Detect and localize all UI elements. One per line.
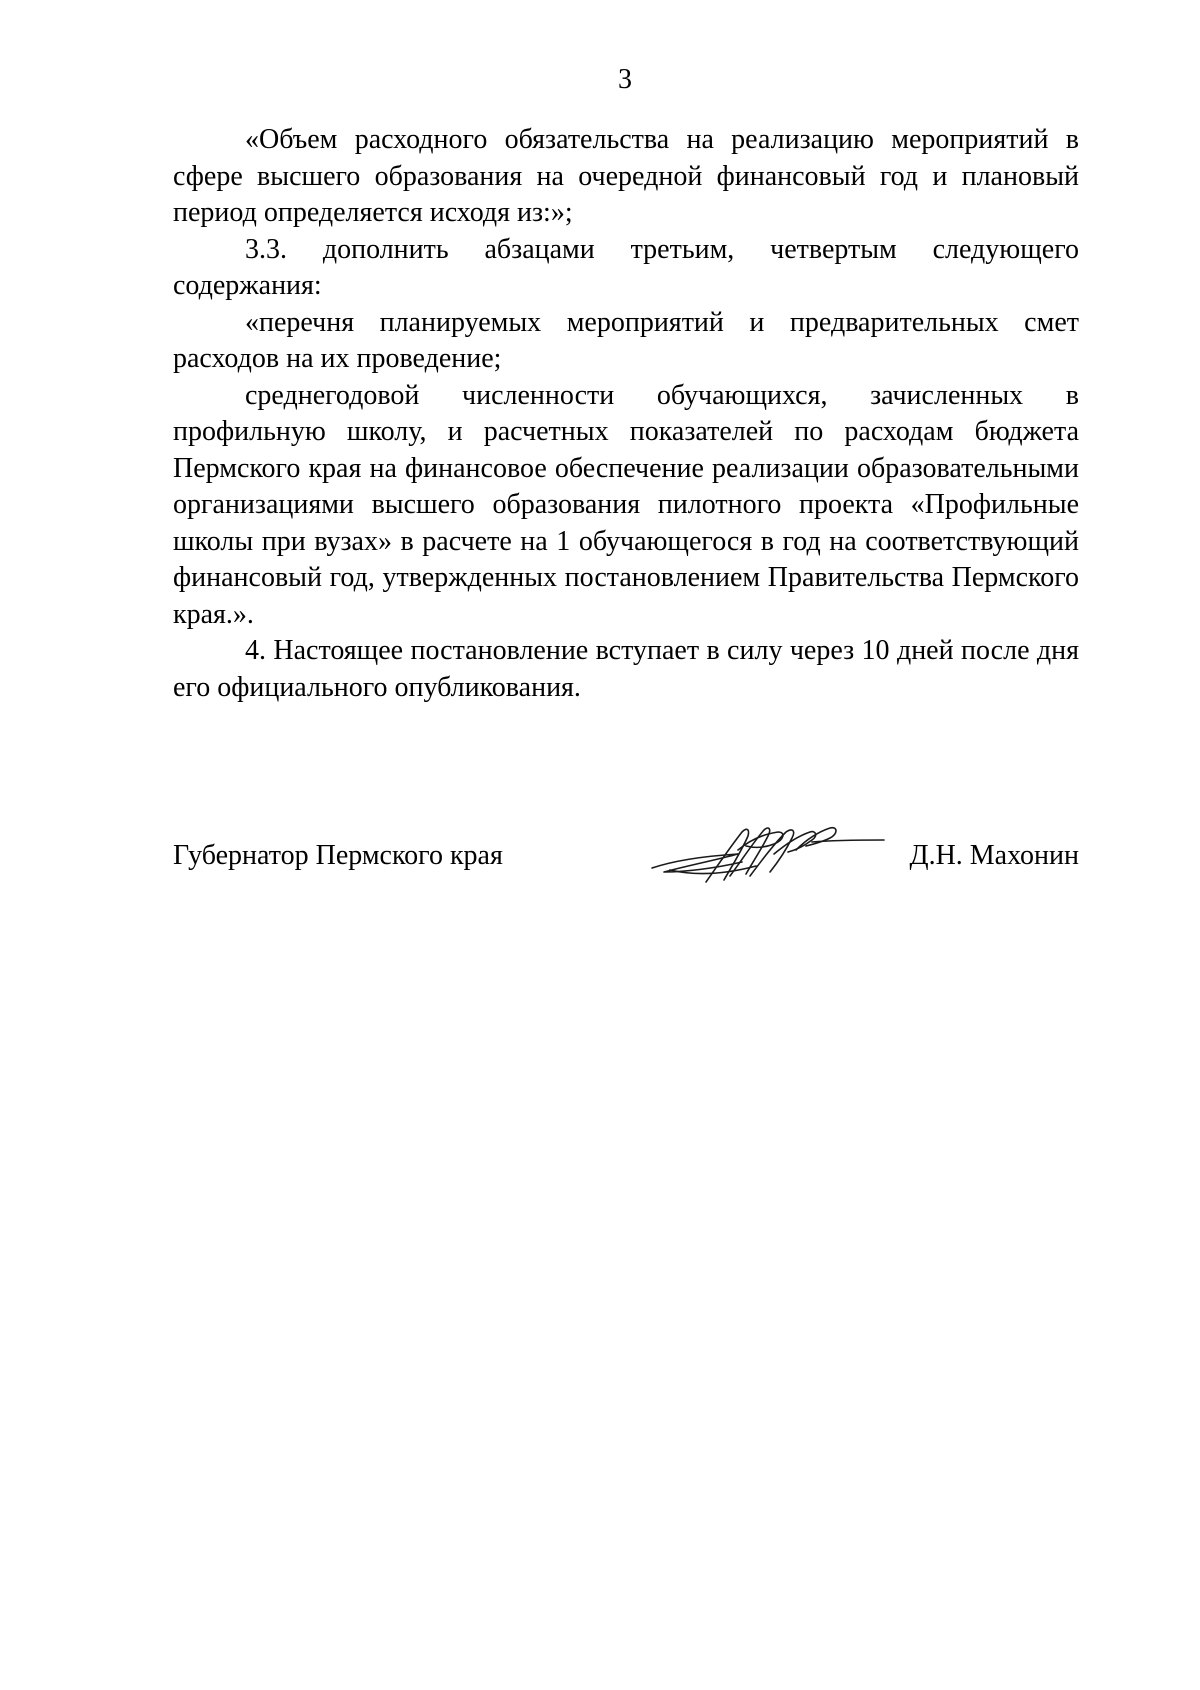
signatory-name: Д.Н. Махонин	[909, 840, 1079, 871]
paragraph-expenditure-obligation: «Объем расходного обязательства на реализацию мероприятий в сфере высшего образования на очередной финансовый год и плановый период определяется исходя из:»;	[173, 124, 1079, 228]
document-body	[173, 122, 1079, 706]
paragraph-activities-list: «перечня планируемых мероприятий и предварительных смет расходов на их проведение;	[173, 306, 1079, 374]
handwritten-signature	[646, 810, 886, 890]
paragraph-average-students: среднегодовой численности обучающихся, зачисленных в профильную школу, и расчетных показателей по расходам бюджета Пермского края на финансовое обеспечение реализации образовательными организациями высшего образования пилотного проекта «Профильные школы при вузах» в расчете на 1 обучающегося в год на соответствующий финансовый год, утвержденных постановлением Правительства Пермского края.».	[173, 379, 1079, 630]
paragraph-effective-date: 4. Настоящее постановление вступает в силу через 10 дней после дня его официального опубликования.	[173, 635, 1079, 703]
page-number: 3	[618, 64, 632, 95]
paragraph-amendment-3-3: 3.3. дополнить абзацами третьим, четвертым следующего содержания:	[173, 233, 1079, 301]
signatory-position: Губернатор Пермского края	[173, 840, 503, 871]
signature-block	[173, 838, 1079, 878]
